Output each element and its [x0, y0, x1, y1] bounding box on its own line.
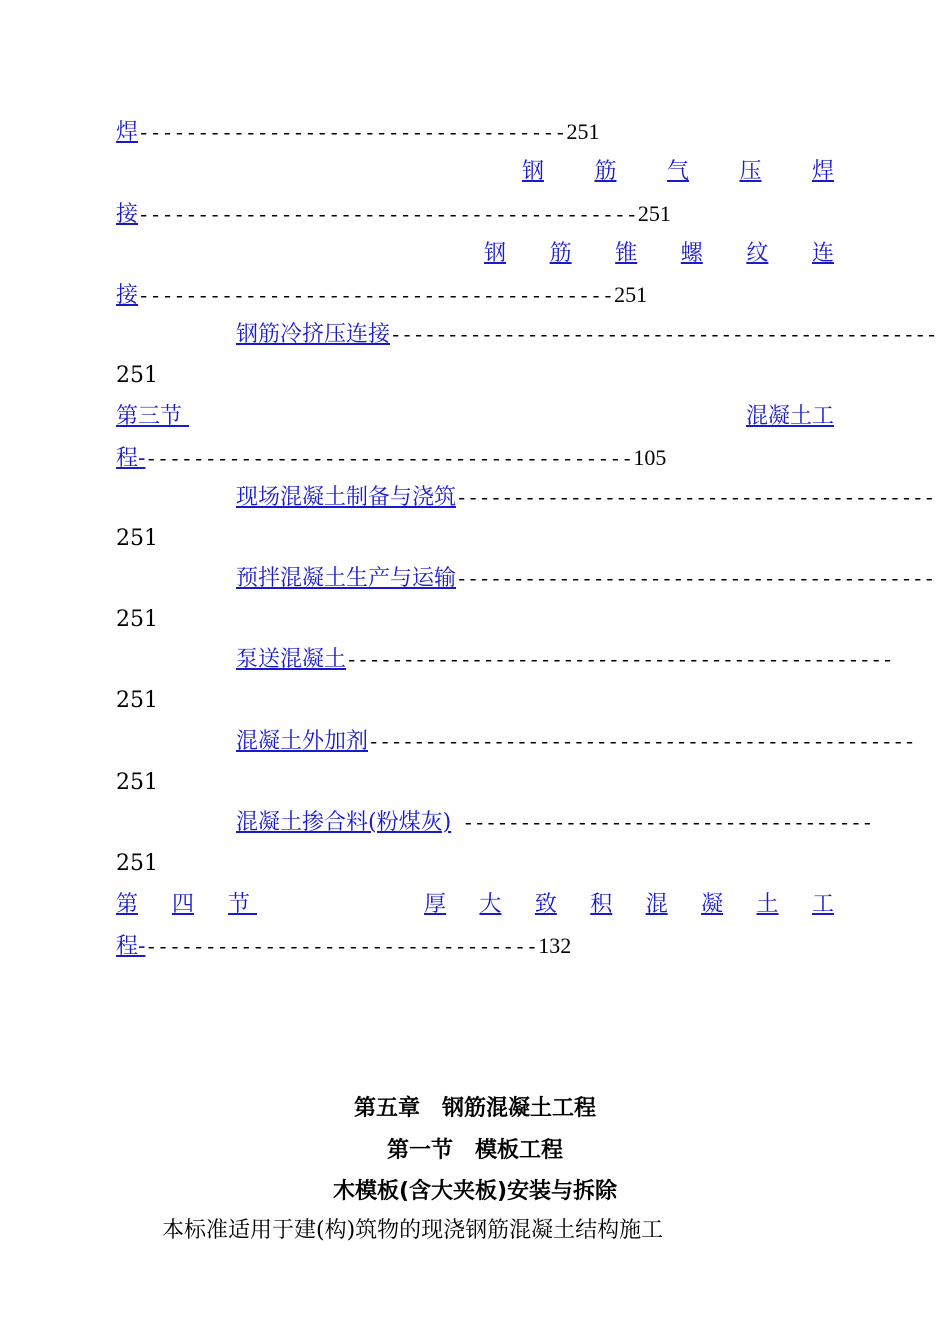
toc-link-char[interactable]: 钢: [522, 159, 545, 184]
toc-section-4-row[interactable]: [116, 891, 834, 919]
toc-leader: ------------------------------------------: [456, 488, 935, 510]
toc-link-char[interactable]: 节: [160, 404, 183, 429]
toc-entry-taper-thread-cont[interactable]: [116, 281, 647, 311]
toc-leader: ------------------------------------------------: [368, 732, 916, 754]
toc-entry-section-4-cont[interactable]: [116, 932, 571, 962]
toc-entry-gas-pressure-weld[interactable]: [522, 158, 834, 186]
toc-link-char[interactable]: 工: [811, 404, 834, 429]
toc-page-number: 105: [633, 445, 667, 470]
toc-entry-taper-thread[interactable]: [484, 240, 834, 268]
toc-link-char[interactable]: 土: [756, 892, 779, 917]
toc-link-char[interactable]: 积: [590, 892, 613, 917]
body-paragraph: 本标准适用于建(构)筑物的现浇钢筋混凝土结构施工: [162, 1218, 664, 1243]
toc-link-char[interactable]: 第: [116, 892, 139, 917]
toc-leader: ----------------------------------------: [138, 286, 615, 308]
chapter-title: 第五章 钢筋混凝土工程: [353, 1096, 596, 1121]
toc-link-char[interactable]: 钢: [484, 241, 507, 266]
toc-leader: ---------------------------------: [145, 937, 539, 959]
toc-page-number: 251: [116, 363, 158, 388]
toc-link-char[interactable]: 凝: [701, 892, 724, 917]
toc-link-char[interactable]: 锥: [615, 241, 638, 266]
toc-link-char[interactable]: 土: [789, 404, 812, 429]
toc-entry-cold-extrusion[interactable]: [236, 321, 938, 350]
toc-entry-gas-pressure-weld-cont[interactable]: [116, 200, 671, 230]
toc-link-char[interactable]: 三: [138, 404, 161, 429]
toc-link-char[interactable]: 压: [739, 159, 762, 184]
toc-leader: ------------------------------------: [451, 813, 874, 835]
toc-link-char[interactable]: 混: [645, 892, 668, 917]
toc-link-ready-mix[interactable]: 预拌混凝土生产与运输: [236, 566, 457, 591]
toc-link-char[interactable]: 接: [116, 283, 139, 308]
toc-link-admixture[interactable]: 混凝土外加剂: [236, 729, 369, 754]
toc-link-weld[interactable]: 焊: [116, 120, 139, 145]
toc-link-cold-extrusion[interactable]: 钢筋冷挤压连接: [236, 322, 391, 347]
toc-leader: ------------------------------------: [138, 123, 567, 145]
toc-link-char[interactable]: 连: [811, 241, 834, 266]
toc-page-number: 251: [614, 282, 648, 307]
section-title: 第一节 模板工程: [386, 1138, 563, 1163]
toc-link-fly-ash[interactable]: 混凝土掺合料(粉煤灰): [236, 810, 452, 835]
toc-section-3-row[interactable]: [116, 403, 834, 431]
toc-page-number: 132: [538, 933, 572, 958]
toc-entry-section-4[interactable]: [116, 891, 834, 919]
toc-page-number: 251: [116, 688, 158, 713]
toc-page-number: 251: [566, 119, 600, 144]
toc-link-char[interactable]: 四: [171, 892, 194, 917]
toc-page-number: 251: [116, 770, 158, 795]
toc-link-char[interactable]: 筋: [549, 241, 572, 266]
toc-section-4-title[interactable]: [424, 891, 834, 919]
toc-page-number: 251: [637, 201, 671, 226]
toc-link-char[interactable]: 筋: [594, 159, 617, 184]
toc-link-char[interactable]: 程-: [116, 446, 146, 471]
toc-leader: ------------------------------------------------: [346, 650, 894, 672]
toc-leader: ------------------------------------------: [456, 569, 935, 591]
toc-entry-section-3-cont[interactable]: [116, 444, 666, 474]
toc-entry-admixture[interactable]: [236, 728, 916, 757]
toc-link-char[interactable]: 接: [116, 202, 139, 227]
toc-link-char[interactable]: 致: [534, 892, 557, 917]
toc-link-char[interactable]: 纹: [746, 241, 769, 266]
toc-link-char[interactable]: 程-: [116, 934, 146, 959]
toc-section-4-label[interactable]: [116, 891, 250, 919]
toc-entry-site-concrete[interactable]: [236, 484, 935, 513]
toc-page-number: 251: [116, 526, 158, 551]
toc-link-char[interactable]: 厚: [424, 892, 447, 917]
toc-link-char[interactable]: 气: [666, 159, 689, 184]
toc-link-char[interactable]: 第: [116, 404, 139, 429]
toc-entry-section-3[interactable]: [116, 403, 834, 431]
toc-page-number: 251: [116, 851, 158, 876]
toc-leader: ------------------------------------------------: [390, 325, 938, 347]
toc-link-char[interactable]: 节: [227, 892, 250, 917]
toc-entry-pumped-concrete[interactable]: [236, 646, 894, 675]
toc-entry-fly-ash[interactable]: [236, 809, 874, 838]
toc-entry-ready-mix[interactable]: [236, 565, 935, 594]
toc-link-char[interactable]: 螺: [680, 241, 703, 266]
toc-link-char[interactable]: 凝: [767, 404, 790, 429]
subsection-title: 木模板(含大夹板)安装与拆除: [332, 1179, 618, 1204]
toc-link-site-concrete[interactable]: 现场混凝土制备与浇筑: [236, 485, 457, 510]
toc-link-spacer[interactable]: [182, 403, 746, 431]
toc-link-pumped-concrete[interactable]: 泵送混凝土: [236, 647, 347, 672]
toc-link-char[interactable]: 工: [811, 892, 834, 917]
toc-link-char[interactable]: 混: [745, 404, 768, 429]
toc-page-number: 251: [116, 607, 158, 632]
toc-link-spacer[interactable]: [250, 891, 424, 919]
toc-link-char[interactable]: 焊: [811, 159, 834, 184]
toc-leader: ------------------------------------------: [138, 205, 638, 227]
toc-entry-weld[interactable]: [116, 118, 599, 148]
toc-leader: -----------------------------------------: [145, 449, 634, 471]
toc-link-char[interactable]: 大: [479, 892, 502, 917]
